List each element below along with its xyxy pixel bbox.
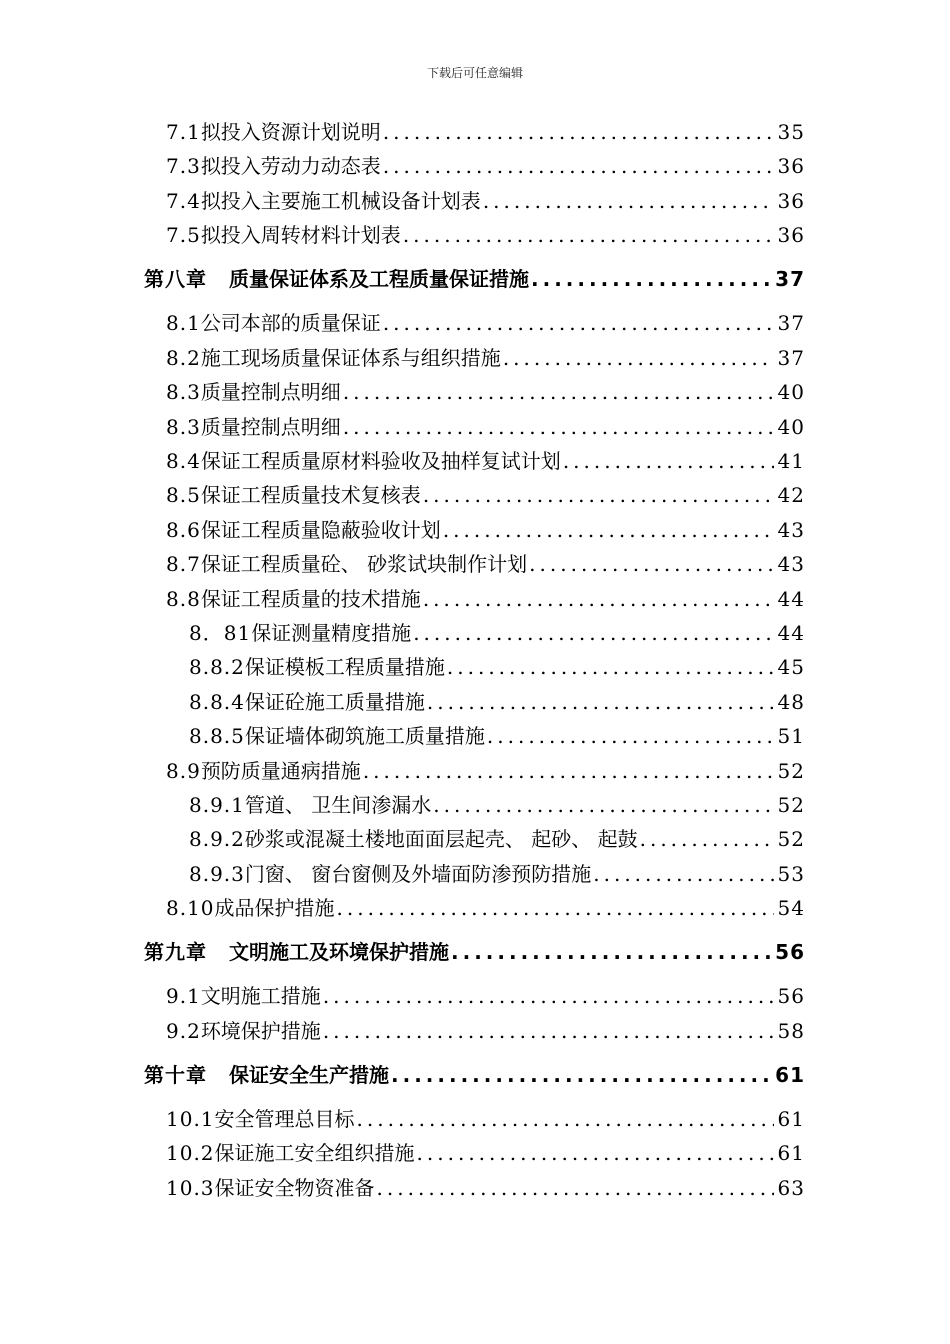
toc-entry-number: 7.1 [166, 120, 201, 144]
toc-dot-leader [593, 860, 773, 888]
toc-entry-title: 文明施工及环境保护措施 [229, 940, 449, 965]
toc-entry-number: 10.2 [166, 1141, 215, 1166]
toc-entry[interactable] [166, 1174, 805, 1202]
toc-entry[interactable] [166, 1105, 805, 1133]
toc-entry-title: 施工现场质量保证体系与组织措施 [200, 345, 501, 370]
toc-entry[interactable] [189, 619, 805, 647]
toc-entry[interactable] [166, 481, 805, 509]
toc-entry[interactable] [189, 688, 805, 716]
toc-entry-title: 管道、 卫生间渗漏水 [244, 793, 432, 817]
toc-chapter[interactable] [144, 1061, 805, 1089]
toc-page-number: 61 [777, 1107, 805, 1131]
toc-entry-title: 保证模板工程质量措施 [244, 655, 445, 680]
toc-entry[interactable] [166, 187, 805, 215]
toc-dot-leader [403, 221, 774, 249]
toc-page-number: 37 [777, 311, 805, 336]
toc-dot-leader [337, 894, 774, 922]
toc-entry-number: 8.9.3 [189, 861, 245, 886]
toc-entry-title: 预防质量通病措施 [200, 758, 361, 783]
toc-dot-leader [451, 938, 771, 966]
toc-page-number: 40 [777, 414, 805, 439]
toc-entry[interactable] [189, 653, 805, 681]
toc-page-number: 43 [777, 552, 805, 577]
toc-entry-number: 第九章 [144, 940, 207, 965]
toc-dot-leader [423, 585, 774, 613]
toc-entry-title: 拟投入主要施工机械设备计划表 [200, 188, 481, 213]
toc-page-number: 52 [777, 827, 805, 852]
toc-entry-title: 保证工程质量的技术措施 [200, 586, 421, 611]
toc-dot-leader [413, 619, 773, 647]
toc-entry-number: 8.3 [166, 414, 201, 439]
toc-entry-title: 文明施工措施 [200, 984, 321, 1009]
toc-entry-title: 保证施工安全组织措施 [214, 1141, 415, 1166]
toc-page-number: 42 [777, 483, 805, 508]
toc-page-number: 36 [777, 223, 805, 248]
toc-entry-title: 保证砼施工质量措施 [244, 689, 425, 714]
toc-dot-leader [391, 1061, 771, 1089]
toc-dot-leader [487, 722, 774, 750]
toc-entry-number: 8.1 [166, 311, 201, 336]
toc-dot-leader [323, 1017, 774, 1045]
toc-entry-number: 10.3 [166, 1175, 215, 1200]
toc-entry-number: 8.8 [166, 586, 201, 611]
toc-page-number: 61 [775, 1062, 805, 1087]
toc-entry-title: 拟投入资源计划说明 [200, 120, 381, 144]
toc-entry-title: 安全管理总目标 [214, 1107, 355, 1131]
toc-page-number: 51 [777, 724, 805, 749]
toc-entry-number: 8.9 [166, 758, 201, 783]
toc-entry-number: 8.7 [166, 552, 201, 577]
toc-entry[interactable] [166, 447, 805, 475]
toc-entry-title: 保证墙体砌筑施工质量措施 [244, 724, 485, 749]
toc-entry-number: 10.1 [166, 1107, 215, 1131]
toc-entry[interactable] [166, 1139, 805, 1167]
toc-entry[interactable] [166, 309, 805, 337]
toc-entry-number: 8.2 [166, 345, 201, 370]
toc-dot-leader [433, 791, 773, 819]
toc-page-number: 53 [777, 861, 805, 886]
toc-dot-leader [640, 825, 774, 853]
toc-chapter[interactable] [144, 938, 805, 966]
toc-entry-number: 8.8.5 [189, 724, 245, 749]
toc-page-number: 45 [777, 655, 805, 680]
toc-entry-title: 环境保护措施 [200, 1018, 321, 1043]
toc-entry-title: 保证安全物资准备 [214, 1175, 375, 1200]
toc-entry-title: 保证工程质量砼、 砂浆试块制作计划 [200, 552, 528, 577]
toc-entry-number: 8.6 [166, 517, 201, 542]
toc-entry-title: 质量控制点明细 [200, 380, 341, 405]
toc-entry[interactable] [166, 413, 805, 441]
toc-entry-number: 9.1 [166, 984, 201, 1009]
toc-entry-title: 门窗、 窗台窗侧及外墙面防渗预防措施 [244, 861, 592, 886]
toc-dot-leader [417, 1139, 774, 1167]
toc-entry-title: 质量控制点明细 [200, 414, 341, 439]
toc-dot-leader [343, 378, 774, 406]
toc-page-number: 44 [777, 586, 805, 611]
toc-entry[interactable] [166, 221, 805, 249]
toc-entry-number: 8．81 [189, 621, 252, 645]
toc-page-number: 58 [777, 1018, 805, 1043]
toc-dot-leader [427, 688, 774, 716]
toc-page-number: 37 [775, 267, 805, 292]
toc-entry-number: 8.5 [166, 483, 201, 508]
toc-page-number: 35 [777, 120, 805, 144]
toc-entry-number: 8.4 [166, 449, 201, 473]
toc-entry-number: 8.8.2 [189, 655, 245, 680]
toc-entry-title: 拟投入周转材料计划表 [200, 223, 401, 248]
toc-page-number: 56 [775, 940, 805, 965]
toc-entry-number: 8.3 [166, 380, 201, 405]
toc-entry[interactable] [166, 1017, 805, 1045]
toc-dot-leader [563, 447, 774, 475]
toc-page-number: 56 [777, 984, 805, 1009]
toc-entry-title: 保证工程质量隐蔽验收计划 [200, 517, 441, 542]
toc-dot-leader [363, 757, 774, 785]
toc-entry-number: 第十章 [144, 1062, 207, 1087]
toc-dot-leader [383, 152, 774, 180]
toc-page-number: 52 [777, 793, 805, 817]
toc-page-number: 43 [777, 517, 805, 542]
toc-entry-number: 8.9.1 [189, 793, 245, 817]
toc-page-number: 48 [777, 689, 805, 714]
page-header: 下载后可任意编辑 [426, 66, 523, 80]
toc-page-number: 41 [777, 449, 805, 473]
toc-entry-number: 第八章 [144, 267, 207, 292]
toc-entry-title: 保证测量精度措施 [251, 621, 412, 645]
toc-page-number: 61 [777, 1141, 805, 1166]
toc-entry-number: 8.10 [166, 896, 215, 921]
toc-chapter[interactable] [144, 265, 805, 293]
toc-entry-number: 7.3 [166, 154, 201, 179]
toc-page-number: 36 [777, 188, 805, 213]
toc-entry-title: 砂浆或混凝土楼地面面层起壳、 起砂、 起鼓 [244, 827, 638, 852]
toc-entry[interactable] [189, 825, 805, 853]
toc-dot-leader [529, 550, 773, 578]
toc-dot-leader [357, 1105, 774, 1133]
toc-entry[interactable] [166, 152, 805, 180]
toc-page-number: 54 [777, 896, 805, 921]
toc-page-number: 44 [777, 621, 805, 645]
toc-dot-leader [443, 516, 774, 544]
toc-entry-number: 7.4 [166, 188, 201, 213]
toc-dot-leader [447, 653, 774, 681]
toc-dot-leader [531, 265, 771, 293]
toc-entry[interactable] [166, 585, 805, 613]
toc-entry-title: 保证安全生产措施 [229, 1062, 389, 1087]
toc-entry[interactable] [166, 757, 805, 785]
toc-entry[interactable] [166, 344, 805, 372]
toc-entry-title: 保证工程质量原材料验收及抽样复试计划 [200, 449, 561, 473]
toc-dot-leader [383, 309, 774, 337]
toc-dot-leader [343, 413, 774, 441]
toc-dot-leader [503, 344, 774, 372]
toc-entry-title: 公司本部的质量保证 [200, 311, 381, 336]
toc-dot-leader [383, 118, 774, 146]
toc-dot-leader [483, 187, 774, 215]
toc-entry[interactable] [166, 378, 805, 406]
toc-entry[interactable] [166, 894, 805, 922]
toc-dot-leader [423, 481, 774, 509]
toc-entry[interactable] [166, 550, 805, 578]
toc-entry[interactable] [166, 516, 805, 544]
toc-dot-leader [377, 1174, 774, 1202]
toc-entry-number: 8.9.2 [189, 827, 245, 852]
toc-entry[interactable] [189, 860, 805, 888]
toc-entry-title: 拟投入劳动力动态表 [200, 154, 381, 179]
toc-page-number: 37 [777, 345, 805, 370]
toc-entry[interactable] [166, 118, 805, 146]
toc-entry[interactable] [189, 791, 805, 819]
toc-page-number: 52 [777, 758, 805, 783]
toc-page-number: 36 [777, 154, 805, 179]
toc-entry-title: 质量保证体系及工程质量保证措施 [229, 267, 529, 292]
toc-page-number: 40 [777, 380, 805, 405]
toc-entry-title: 保证工程质量技术复核表 [200, 483, 421, 508]
toc-entry-title: 成品保护措施 [214, 896, 335, 921]
toc-entry[interactable] [189, 722, 805, 750]
toc-entry[interactable] [166, 982, 805, 1010]
toc-entry-number: 7.5 [166, 223, 201, 248]
toc-entry-number: 9.2 [166, 1018, 201, 1043]
toc-dot-leader [323, 982, 774, 1010]
toc-entry-number: 8.8.4 [189, 689, 245, 714]
toc-page-number: 63 [777, 1175, 805, 1200]
